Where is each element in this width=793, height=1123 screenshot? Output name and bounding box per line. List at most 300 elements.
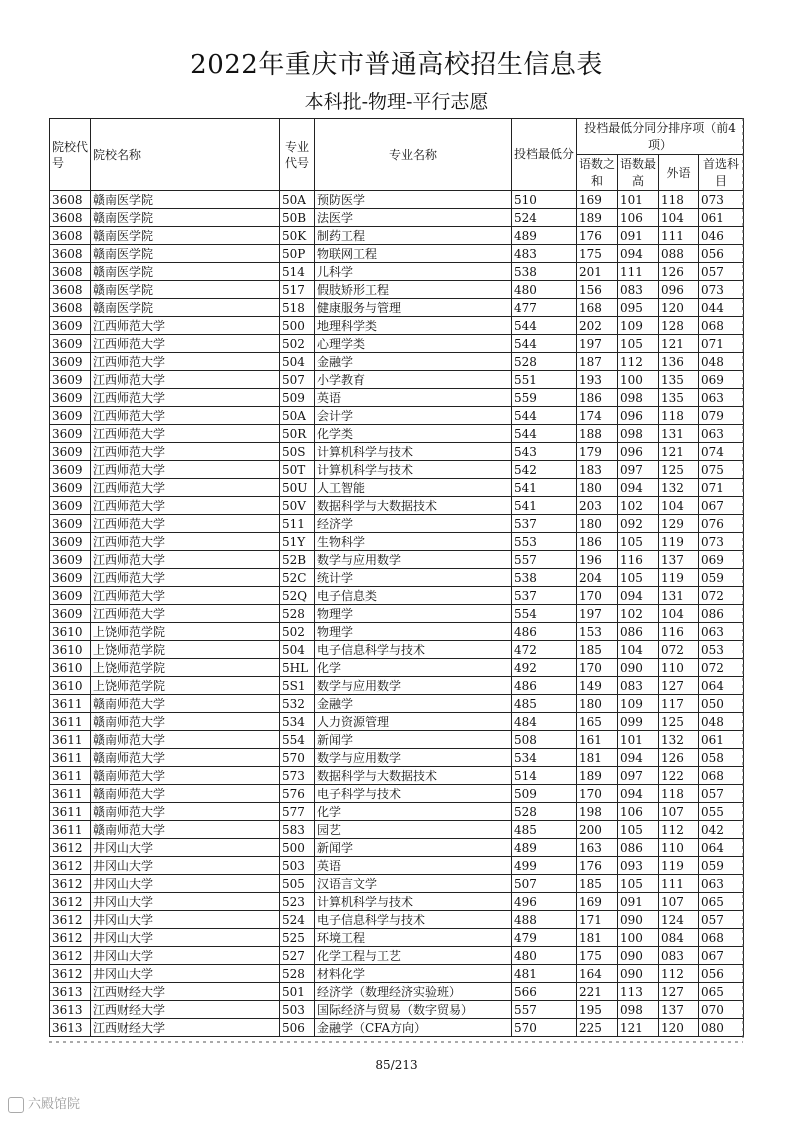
- cell-major-name: 数学与应用数学: [315, 551, 512, 569]
- cell-min-score: 481: [512, 965, 577, 983]
- cell-yushu-max: 090: [618, 911, 659, 929]
- cell-first-subject: 061: [699, 209, 744, 227]
- cell-foreign: 126: [659, 263, 699, 281]
- cell-school-name: 赣南医学院: [91, 191, 280, 209]
- cell-major-name: 园艺: [315, 821, 512, 839]
- cell-school-code: 3609: [50, 569, 91, 587]
- cell-major-code: 577: [280, 803, 315, 821]
- cell-major-code: 50T: [280, 461, 315, 479]
- cell-yushu-sum: 170: [577, 587, 618, 605]
- table-row: [50, 983, 744, 1001]
- cell-yushu-max: 090: [618, 965, 659, 983]
- cell-major-name: 材料化学: [315, 965, 512, 983]
- cell-min-score: 510: [512, 191, 577, 209]
- table-row: [50, 317, 744, 335]
- table-row: [50, 875, 744, 893]
- cell-school-code: 3611: [50, 785, 91, 803]
- cell-yushu-sum: 181: [577, 929, 618, 947]
- cell-min-score: 485: [512, 821, 577, 839]
- cell-major-name: 化学工程与工艺: [315, 947, 512, 965]
- cell-first-subject: 057: [699, 911, 744, 929]
- cell-yushu-sum: 164: [577, 965, 618, 983]
- cell-major-code: 50U: [280, 479, 315, 497]
- cell-yushu-sum: 221: [577, 983, 618, 1001]
- cell-first-subject: 072: [699, 659, 744, 677]
- cell-major-name: 环境工程: [315, 929, 512, 947]
- cell-foreign: 126: [659, 749, 699, 767]
- cell-foreign: 128: [659, 317, 699, 335]
- page-subtitle: 本科批-物理-平行志愿: [304, 91, 489, 113]
- cell-school-name: 江西财经大学: [91, 1019, 280, 1037]
- cell-major-code: 506: [280, 1019, 315, 1037]
- cell-yushu-sum: 163: [577, 839, 618, 857]
- cell-min-score: 480: [512, 281, 577, 299]
- cell-major-name: 金融学: [315, 695, 512, 713]
- cell-school-name: 上饶师范学院: [91, 659, 280, 677]
- table-row: [50, 263, 744, 281]
- cell-yushu-sum: 186: [577, 389, 618, 407]
- cell-major-name: 物理学: [315, 605, 512, 623]
- cell-major-name: 数据科学与大数据技术: [315, 497, 512, 515]
- cell-yushu-sum: 176: [577, 857, 618, 875]
- cell-school-name: 江西师范大学: [91, 353, 280, 371]
- cell-school-code: 3612: [50, 875, 91, 893]
- cell-foreign: 088: [659, 245, 699, 263]
- cell-school-code: 3612: [50, 857, 91, 875]
- cell-yushu-max: 105: [618, 533, 659, 551]
- cell-min-score: 489: [512, 227, 577, 245]
- cell-major-code: 5S1: [280, 677, 315, 695]
- cell-yushu-max: 090: [618, 659, 659, 677]
- cell-foreign: 083: [659, 947, 699, 965]
- cell-yushu-sum: 203: [577, 497, 618, 515]
- cell-yushu-max: 111: [618, 263, 659, 281]
- cell-first-subject: 075: [699, 461, 744, 479]
- cell-yushu-sum: 183: [577, 461, 618, 479]
- cell-yushu-max: 097: [618, 461, 659, 479]
- header-min-score: 投档最低分: [512, 119, 577, 191]
- cell-yushu-sum: 168: [577, 299, 618, 317]
- cell-major-name: 数据科学与大数据技术: [315, 767, 512, 785]
- table-row: [50, 767, 744, 785]
- cell-foreign: 096: [659, 281, 699, 299]
- cell-major-code: 50K: [280, 227, 315, 245]
- cell-foreign: 104: [659, 605, 699, 623]
- cell-major-name: 化学: [315, 803, 512, 821]
- cell-foreign: 121: [659, 335, 699, 353]
- cell-first-subject: 059: [699, 857, 744, 875]
- cell-first-subject: 068: [699, 317, 744, 335]
- cell-first-subject: 063: [699, 875, 744, 893]
- header-foreign: 外语: [659, 155, 699, 191]
- cell-school-code: 3610: [50, 659, 91, 677]
- table-row: [50, 893, 744, 911]
- cell-school-code: 3612: [50, 893, 91, 911]
- cell-yushu-sum: 197: [577, 605, 618, 623]
- table-row: [50, 659, 744, 677]
- cell-first-subject: 048: [699, 713, 744, 731]
- cell-school-code: 3611: [50, 821, 91, 839]
- cell-school-code: 3609: [50, 407, 91, 425]
- cell-first-subject: 056: [699, 245, 744, 263]
- cell-major-name: 预防医学: [315, 191, 512, 209]
- table-row: [50, 1001, 744, 1019]
- cell-min-score: 507: [512, 875, 577, 893]
- cell-yushu-max: 100: [618, 929, 659, 947]
- cell-major-code: 518: [280, 299, 315, 317]
- header-yushu-max: 语数最高: [618, 155, 659, 191]
- table-row: [50, 425, 744, 443]
- cell-foreign: 125: [659, 713, 699, 731]
- cell-foreign: 137: [659, 551, 699, 569]
- table-row: [50, 641, 744, 659]
- cell-foreign: 136: [659, 353, 699, 371]
- cell-yushu-sum: 185: [577, 875, 618, 893]
- cell-min-score: 489: [512, 839, 577, 857]
- watermark: [8, 1093, 80, 1113]
- cell-school-name: 赣南师范大学: [91, 695, 280, 713]
- cell-foreign: 112: [659, 821, 699, 839]
- cell-foreign: 121: [659, 443, 699, 461]
- watermark-icon: [8, 1097, 24, 1113]
- cell-first-subject: 056: [699, 965, 744, 983]
- cell-yushu-sum: 179: [577, 443, 618, 461]
- cell-yushu-max: 101: [618, 731, 659, 749]
- cell-min-score: 544: [512, 335, 577, 353]
- cell-yushu-max: 091: [618, 893, 659, 911]
- page-number: 85/213: [375, 1058, 418, 1072]
- cell-min-score: 559: [512, 389, 577, 407]
- cell-yushu-sum: 197: [577, 335, 618, 353]
- cell-min-score: 488: [512, 911, 577, 929]
- table-row: [50, 857, 744, 875]
- cell-yushu-sum: 187: [577, 353, 618, 371]
- cell-school-name: 江西师范大学: [91, 479, 280, 497]
- cell-school-name: 江西师范大学: [91, 407, 280, 425]
- cell-yushu-sum: 153: [577, 623, 618, 641]
- table-row: [50, 497, 744, 515]
- cell-major-code: 502: [280, 623, 315, 641]
- cell-foreign: 084: [659, 929, 699, 947]
- cell-major-code: 501: [280, 983, 315, 1001]
- table-row: [50, 281, 744, 299]
- cell-school-name: 赣南师范大学: [91, 713, 280, 731]
- cell-min-score: 486: [512, 677, 577, 695]
- cell-school-code: 3613: [50, 1001, 91, 1019]
- cell-major-name: 电子信息类: [315, 587, 512, 605]
- cell-first-subject: 069: [699, 371, 744, 389]
- cell-major-name: 人工智能: [315, 479, 512, 497]
- cell-first-subject: 065: [699, 893, 744, 911]
- table-row: [50, 299, 744, 317]
- cell-min-score: 537: [512, 587, 577, 605]
- cell-school-name: 江西师范大学: [91, 605, 280, 623]
- cell-school-name: 赣南师范大学: [91, 749, 280, 767]
- table-row: [50, 929, 744, 947]
- cell-school-code: 3611: [50, 713, 91, 731]
- cell-school-code: 3609: [50, 389, 91, 407]
- cell-foreign: 118: [659, 407, 699, 425]
- cell-yushu-sum: 156: [577, 281, 618, 299]
- cell-major-name: 汉语言文学: [315, 875, 512, 893]
- cell-major-code: 52C: [280, 569, 315, 587]
- cell-yushu-sum: 193: [577, 371, 618, 389]
- table-row: [50, 677, 744, 695]
- cell-yushu-max: 100: [618, 371, 659, 389]
- cell-first-subject: 064: [699, 839, 744, 857]
- cell-foreign: 125: [659, 461, 699, 479]
- cell-min-score: 499: [512, 857, 577, 875]
- cell-yushu-max: 099: [618, 713, 659, 731]
- cell-school-code: 3610: [50, 641, 91, 659]
- cell-foreign: 111: [659, 875, 699, 893]
- cell-foreign: 127: [659, 983, 699, 1001]
- cell-school-code: 3609: [50, 425, 91, 443]
- cell-yushu-sum: 169: [577, 893, 618, 911]
- cell-min-score: 480: [512, 947, 577, 965]
- cell-school-name: 井冈山大学: [91, 911, 280, 929]
- cell-foreign: 111: [659, 227, 699, 245]
- cell-major-name: 计算机科学与技术: [315, 461, 512, 479]
- cell-first-subject: 057: [699, 263, 744, 281]
- cell-school-name: 赣南医学院: [91, 281, 280, 299]
- cell-first-subject: 055: [699, 803, 744, 821]
- cell-school-name: 江西师范大学: [91, 335, 280, 353]
- table-row: [50, 443, 744, 461]
- table-row: [50, 191, 744, 209]
- cell-major-name: 经济学（数理经济实验班）: [315, 983, 512, 1001]
- cell-major-name: 小学教育: [315, 371, 512, 389]
- cell-yushu-sum: 174: [577, 407, 618, 425]
- cell-major-code: 500: [280, 317, 315, 335]
- cell-first-subject: 063: [699, 425, 744, 443]
- cell-yushu-max: 112: [618, 353, 659, 371]
- cell-major-code: 528: [280, 965, 315, 983]
- cell-first-subject: 079: [699, 407, 744, 425]
- cell-school-code: 3613: [50, 1019, 91, 1037]
- cell-first-subject: 073: [699, 191, 744, 209]
- table-row: [50, 947, 744, 965]
- cell-foreign: 119: [659, 533, 699, 551]
- table-row: [50, 749, 744, 767]
- table-row: [50, 335, 744, 353]
- page-title: 2022年重庆市普通高校招生信息表: [190, 50, 603, 80]
- cell-yushu-max: 106: [618, 209, 659, 227]
- cell-major-code: 523: [280, 893, 315, 911]
- cell-major-code: 52B: [280, 551, 315, 569]
- cell-major-name: 电子信息科学与技术: [315, 641, 512, 659]
- cell-min-score: 570: [512, 1019, 577, 1037]
- cell-yushu-max: 097: [618, 767, 659, 785]
- cell-yushu-max: 121: [618, 1019, 659, 1037]
- cell-yushu-max: 102: [618, 605, 659, 623]
- cell-major-code: 50V: [280, 497, 315, 515]
- cell-first-subject: 046: [699, 227, 744, 245]
- cell-foreign: 129: [659, 515, 699, 533]
- cell-major-code: 51Y: [280, 533, 315, 551]
- cell-yushu-max: 098: [618, 1001, 659, 1019]
- cell-school-code: 3612: [50, 965, 91, 983]
- cell-major-code: 517: [280, 281, 315, 299]
- cell-min-score: 551: [512, 371, 577, 389]
- cell-yushu-sum: 149: [577, 677, 618, 695]
- cell-first-subject: 063: [699, 623, 744, 641]
- cell-major-name: 英语: [315, 389, 512, 407]
- cell-school-name: 赣南师范大学: [91, 767, 280, 785]
- cell-foreign: 131: [659, 425, 699, 443]
- cell-min-score: 484: [512, 713, 577, 731]
- cell-major-name: 数学与应用数学: [315, 749, 512, 767]
- cell-major-code: 570: [280, 749, 315, 767]
- cell-school-name: 江西师范大学: [91, 587, 280, 605]
- table-row: [50, 461, 744, 479]
- table-body: [50, 191, 744, 1037]
- cell-major-name: 英语: [315, 857, 512, 875]
- cell-min-score: 544: [512, 425, 577, 443]
- admission-table: [49, 118, 744, 1037]
- table-row: [50, 623, 744, 641]
- cell-major-name: 国际经济与贸易（数字贸易）: [315, 1001, 512, 1019]
- cell-yushu-sum: 189: [577, 767, 618, 785]
- table-row: [50, 407, 744, 425]
- cell-first-subject: 058: [699, 749, 744, 767]
- cell-major-name: 电子科学与技术: [315, 785, 512, 803]
- cell-school-code: 3609: [50, 551, 91, 569]
- cell-school-name: 赣南医学院: [91, 263, 280, 281]
- cell-major-code: 50S: [280, 443, 315, 461]
- cell-foreign: 135: [659, 371, 699, 389]
- cell-major-code: 524: [280, 911, 315, 929]
- cell-foreign: 072: [659, 641, 699, 659]
- cell-first-subject: 057: [699, 785, 744, 803]
- cell-yushu-max: 094: [618, 749, 659, 767]
- cell-yushu-max: 105: [618, 335, 659, 353]
- cell-min-score: 514: [512, 767, 577, 785]
- cell-major-code: 528: [280, 605, 315, 623]
- cell-foreign: 104: [659, 497, 699, 515]
- cell-first-subject: 053: [699, 641, 744, 659]
- cell-yushu-sum: 196: [577, 551, 618, 569]
- cell-yushu-sum: 161: [577, 731, 618, 749]
- cell-yushu-max: 090: [618, 947, 659, 965]
- cell-yushu-max: 083: [618, 281, 659, 299]
- cell-min-score: 485: [512, 695, 577, 713]
- table-row: [50, 227, 744, 245]
- cell-foreign: 127: [659, 677, 699, 695]
- cell-foreign: 117: [659, 695, 699, 713]
- header-yushu-sum: 语数之和: [577, 155, 618, 191]
- cell-major-code: 502: [280, 335, 315, 353]
- cell-min-score: 492: [512, 659, 577, 677]
- table-row: [50, 389, 744, 407]
- cell-yushu-max: 092: [618, 515, 659, 533]
- table-row: [50, 209, 744, 227]
- table-row: [50, 479, 744, 497]
- cell-major-code: 504: [280, 641, 315, 659]
- cell-foreign: 132: [659, 479, 699, 497]
- table-row: [50, 965, 744, 983]
- table-row: [50, 569, 744, 587]
- cell-yushu-max: 086: [618, 839, 659, 857]
- cell-first-subject: 050: [699, 695, 744, 713]
- cell-yushu-sum: 181: [577, 749, 618, 767]
- cell-major-code: 527: [280, 947, 315, 965]
- cell-foreign: 124: [659, 911, 699, 929]
- cell-first-subject: 068: [699, 767, 744, 785]
- table-row: [50, 371, 744, 389]
- cell-yushu-sum: 170: [577, 785, 618, 803]
- cell-school-code: 3612: [50, 929, 91, 947]
- cell-yushu-sum: 180: [577, 695, 618, 713]
- cell-school-code: 3611: [50, 803, 91, 821]
- cell-foreign: 122: [659, 767, 699, 785]
- cell-major-code: 503: [280, 857, 315, 875]
- cell-school-name: 江西师范大学: [91, 461, 280, 479]
- cell-major-name: 数学与应用数学: [315, 677, 512, 695]
- cell-school-code: 3609: [50, 317, 91, 335]
- cell-yushu-max: 106: [618, 803, 659, 821]
- table-row: [50, 245, 744, 263]
- cell-yushu-max: 091: [618, 227, 659, 245]
- cell-first-subject: 061: [699, 731, 744, 749]
- cell-first-subject: 072: [699, 587, 744, 605]
- cell-yushu-max: 105: [618, 569, 659, 587]
- cell-yushu-sum: 188: [577, 425, 618, 443]
- cell-major-code: 50R: [280, 425, 315, 443]
- cell-first-subject: 073: [699, 281, 744, 299]
- cell-school-name: 赣南师范大学: [91, 821, 280, 839]
- cell-major-name: 新闻学: [315, 839, 512, 857]
- cell-first-subject: 071: [699, 479, 744, 497]
- cell-school-code: 3612: [50, 911, 91, 929]
- cell-school-name: 江西师范大学: [91, 317, 280, 335]
- cell-school-name: 赣南师范大学: [91, 803, 280, 821]
- cell-foreign: 110: [659, 839, 699, 857]
- cell-major-name: 会计学: [315, 407, 512, 425]
- cell-min-score: 538: [512, 263, 577, 281]
- table-row: [50, 605, 744, 623]
- cell-yushu-sum: 170: [577, 659, 618, 677]
- cell-yushu-sum: 201: [577, 263, 618, 281]
- table-row: [50, 803, 744, 821]
- cell-min-score: 553: [512, 533, 577, 551]
- cell-first-subject: 064: [699, 677, 744, 695]
- cell-school-name: 江西师范大学: [91, 371, 280, 389]
- cell-major-name: 经济学: [315, 515, 512, 533]
- cell-school-code: 3611: [50, 767, 91, 785]
- cell-school-name: 江西师范大学: [91, 497, 280, 515]
- cell-school-name: 赣南医学院: [91, 245, 280, 263]
- cell-major-name: 金融学（CFA方向）: [315, 1019, 512, 1037]
- cell-school-code: 3609: [50, 461, 91, 479]
- cell-yushu-sum: 165: [577, 713, 618, 731]
- table-row: [50, 731, 744, 749]
- table-row: [50, 551, 744, 569]
- cell-yushu-sum: 169: [577, 191, 618, 209]
- cell-school-code: 3611: [50, 731, 91, 749]
- cell-school-name: 江西财经大学: [91, 1001, 280, 1019]
- cell-school-code: 3612: [50, 839, 91, 857]
- table-row: [50, 587, 744, 605]
- cell-min-score: 496: [512, 893, 577, 911]
- cell-yushu-sum: 225: [577, 1019, 618, 1037]
- cell-major-name: 化学: [315, 659, 512, 677]
- cell-min-score: 554: [512, 605, 577, 623]
- cell-school-name: 上饶师范学院: [91, 641, 280, 659]
- cell-major-name: 制药工程: [315, 227, 512, 245]
- cell-school-name: 井冈山大学: [91, 947, 280, 965]
- cell-school-name: 上饶师范学院: [91, 623, 280, 641]
